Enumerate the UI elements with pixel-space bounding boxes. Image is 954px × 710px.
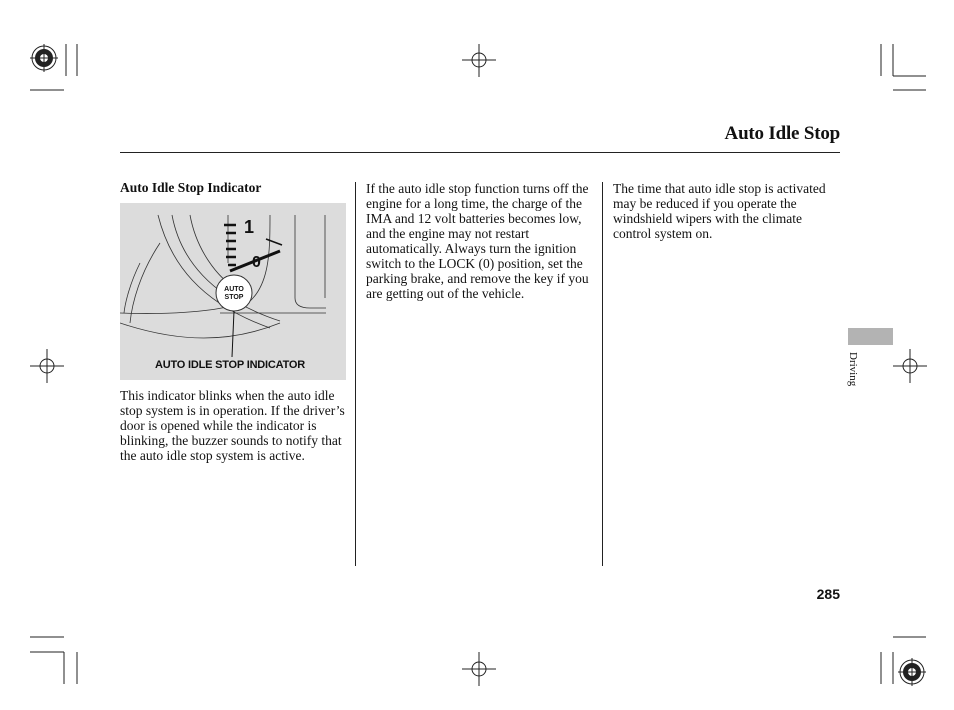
page-number: 285 [816, 586, 840, 602]
section-tab-label: Driving [847, 352, 859, 387]
svg-text:AUTO: AUTO [224, 286, 244, 293]
indicator-figure [120, 203, 346, 380]
wiper-paragraph: The time that auto idle stop is activated may be reduced if you operate the windshield wipers with the climate control system on. [613, 181, 826, 241]
svg-text:STOP: STOP [224, 294, 244, 301]
title-rule [120, 152, 840, 153]
indicator-paragraph: This indicator blinks when the auto idle stop system is in operation. If the driver’s door is opened while the indicator is blinking, the buzzer sounds to notify that the auto idle stop system is active. [120, 388, 345, 463]
gauge-illustration [120, 203, 346, 380]
callout-line [232, 311, 234, 357]
figure-caption: AUTO IDLE STOP INDICATOR [154, 359, 306, 371]
page-title: Auto Idle Stop [724, 123, 840, 144]
section-heading: Auto Idle Stop Indicator [120, 180, 262, 195]
gauge-label-0: 0 [252, 254, 261, 271]
auto-stop-indicator-icon [216, 275, 252, 311]
section-tab [848, 328, 893, 345]
column-divider [355, 182, 356, 566]
column-divider [602, 182, 603, 566]
warning-paragraph: If the auto idle stop function turns off the engine for a long time, the charge of the IMA and 12 volt batteries becomes low, and the engine may not restart automatically. Always turn the ignition switch to the LOCK (0) position, set the parking brake, and remove the key if you are getting out of the vehicle. [366, 181, 589, 301]
gauge-label-1: 1 [244, 217, 255, 237]
